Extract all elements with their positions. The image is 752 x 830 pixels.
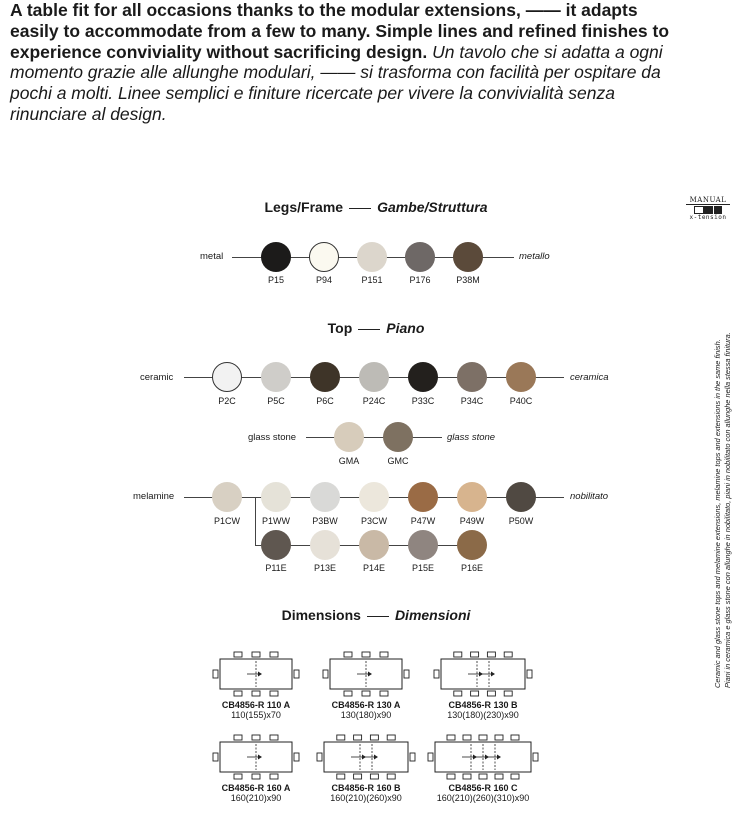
swatch-code-p16e: P16E bbox=[460, 563, 484, 573]
swatch-p47w bbox=[408, 482, 438, 512]
table-size-diagram bbox=[322, 650, 410, 703]
swatch-code-p3bw: P3BW bbox=[312, 516, 338, 526]
swatch-code-p151: P151 bbox=[361, 275, 383, 285]
swatch-gma bbox=[334, 422, 364, 452]
swatch-p49w bbox=[457, 482, 487, 512]
swatch-p50w bbox=[506, 482, 536, 512]
swatch-p151 bbox=[357, 242, 387, 272]
table-size-diagram bbox=[212, 650, 300, 703]
swatch-code-p3cw: P3CW bbox=[360, 516, 387, 526]
swatch-code-p40c: P40C bbox=[509, 396, 533, 406]
swatch-code-p1ww: P1WW bbox=[262, 516, 290, 526]
swatch-p14e bbox=[359, 530, 389, 560]
dimension-size: 130(180)(230)x90 bbox=[447, 710, 519, 720]
dimension-size: 130(180)x90 bbox=[340, 710, 392, 720]
swatch-p94 bbox=[309, 242, 339, 272]
dimension-model-name: CB4856-R 160 B bbox=[331, 783, 401, 793]
swatch-p2c bbox=[212, 362, 242, 392]
table-diagram bbox=[212, 733, 300, 781]
swatch-p16e bbox=[457, 530, 487, 560]
top-title-it: Piano bbox=[386, 320, 425, 336]
top-title-en: Top bbox=[327, 320, 353, 336]
swatch-p1ww bbox=[261, 482, 291, 512]
swatch-code-p33c: P33C bbox=[411, 396, 435, 406]
swatch-p3cw bbox=[359, 482, 389, 512]
glass-line bbox=[306, 437, 442, 438]
swatch-p34c bbox=[457, 362, 487, 392]
swatch-code-p47w: P47W bbox=[410, 516, 436, 526]
intro-it-part2: si trasforma con facilità per ospitare da pochi a molti. Linee semplici e finiture ricercate per vivere la convivialità senza rinunciare al design. bbox=[10, 62, 661, 124]
ceramic-label-en: ceramic bbox=[140, 372, 174, 383]
dimension-size: 160(210)x90 bbox=[230, 793, 282, 803]
swatch-gmc bbox=[383, 422, 413, 452]
dimensions-title bbox=[0, 607, 752, 623]
ceramic-label-it: ceramica bbox=[570, 372, 609, 383]
intro-paragraph bbox=[10, 0, 690, 125]
swatch-p1cw bbox=[212, 482, 242, 512]
swatch-code-p50w: P50W bbox=[508, 516, 534, 526]
table-size-diagram bbox=[427, 733, 539, 786]
legs-label-it: metallo bbox=[519, 251, 550, 262]
swatch-p5c bbox=[261, 362, 291, 392]
dimension-model-name: CB4856-R 160 A bbox=[221, 783, 291, 793]
swatch-code-p15: P15 bbox=[267, 275, 284, 285]
table-diagram bbox=[212, 650, 300, 698]
side-note-it: Piani in ceramica e glass stone con allunghe in nobilitato, piani in nobilitato con allunghe nella stessa finitura. bbox=[723, 332, 732, 688]
swatch-code-p176: P176 bbox=[409, 275, 431, 285]
swatch-code-p34c: P34C bbox=[460, 396, 484, 406]
swatch-p15e bbox=[408, 530, 438, 560]
swatch-code-p5c: P5C bbox=[267, 396, 285, 406]
swatch-code-p49w: P49W bbox=[459, 516, 485, 526]
swatch-p15 bbox=[261, 242, 291, 272]
table-diagram bbox=[322, 650, 410, 698]
dimensions-title-en: Dimensions bbox=[281, 607, 361, 623]
intro-dash-it: —— bbox=[320, 62, 356, 83]
legs-label-en: metal bbox=[200, 251, 224, 262]
dimension-model-name: CB4856-R 160 C bbox=[448, 783, 518, 793]
dimension-size: 160(210)(260)(310)x90 bbox=[436, 793, 530, 803]
table-size-diagram bbox=[433, 650, 533, 703]
swatch-code-p15e: P15E bbox=[411, 563, 435, 573]
dimension-model-name: CB4856-R 130 A bbox=[331, 700, 401, 710]
table-diagram bbox=[433, 650, 533, 698]
swatch-p6c bbox=[310, 362, 340, 392]
brand-name: MANUAL bbox=[686, 196, 730, 205]
swatch-code-p94: P94 bbox=[315, 275, 332, 285]
swatch-p38m bbox=[453, 242, 483, 272]
legs-title bbox=[0, 199, 752, 215]
dimension-size: 160(210)(260)x90 bbox=[330, 793, 402, 803]
table-size-diagram bbox=[316, 733, 416, 786]
swatch-p24c bbox=[359, 362, 389, 392]
swatch-code-p2c: P2C bbox=[218, 396, 236, 406]
swatch-code-p1cw: P1CW bbox=[213, 516, 240, 526]
melamine-label-it: nobilitato bbox=[570, 491, 609, 502]
swatch-p13e bbox=[310, 530, 340, 560]
table-size-diagram bbox=[212, 733, 300, 786]
top-title bbox=[0, 320, 752, 336]
glass-label-en: glass stone bbox=[248, 432, 297, 443]
table-diagram bbox=[427, 733, 539, 781]
swatch-code-p13e: P13E bbox=[313, 563, 337, 573]
swatch-code-gma: GMA bbox=[338, 456, 360, 466]
intro-en-part1: A table fit for all occasions thanks to the modular extensions, bbox=[10, 0, 521, 20]
swatch-code-p14e: P14E bbox=[362, 563, 386, 573]
swatch-p3bw bbox=[310, 482, 340, 512]
swatch-code-p24c: P24C bbox=[362, 396, 386, 406]
dimension-model-name: CB4856-R 130 B bbox=[448, 700, 518, 710]
dimensions-title-it: Dimensioni bbox=[394, 607, 471, 623]
dimension-model-name: CB4856-R 110 A bbox=[221, 700, 291, 710]
table-diagram bbox=[316, 733, 416, 781]
dimension-size: 110(155)x70 bbox=[231, 710, 281, 720]
swatch-code-p6c: P6C bbox=[316, 396, 334, 406]
melamine-label-en: melamine bbox=[133, 491, 175, 502]
swatch-p33c bbox=[408, 362, 438, 392]
intro-dash: —— bbox=[525, 0, 561, 20]
side-note-en: Ceramic and glass stone tops and melamine extensions, melamine tops and extensions in the same finish. bbox=[713, 339, 722, 688]
swatch-p11e bbox=[261, 530, 291, 560]
swatch-p40c bbox=[506, 362, 536, 392]
swatch-code-gmc: GMC bbox=[387, 456, 409, 466]
brand-sub: x-tension bbox=[689, 214, 727, 221]
swatch-p176 bbox=[405, 242, 435, 272]
legs-title-it: Gambe/Struttura bbox=[377, 199, 488, 215]
swatch-code-p11e: P11E bbox=[265, 563, 287, 573]
legs-title-en: Legs/Frame bbox=[264, 199, 344, 215]
intro-it-part1: Un tavolo che si adatta a ogni momento grazie alle allunghe modulari, bbox=[10, 41, 663, 83]
swatch-code-p38m: P38M bbox=[456, 275, 480, 285]
intro-en-part2: it adapts easily to accommodate from a few to many. Simple lines and refined finishes to experience conviviality without sacrificing design. bbox=[10, 0, 670, 62]
glass-label-it: glass stone bbox=[447, 432, 496, 443]
